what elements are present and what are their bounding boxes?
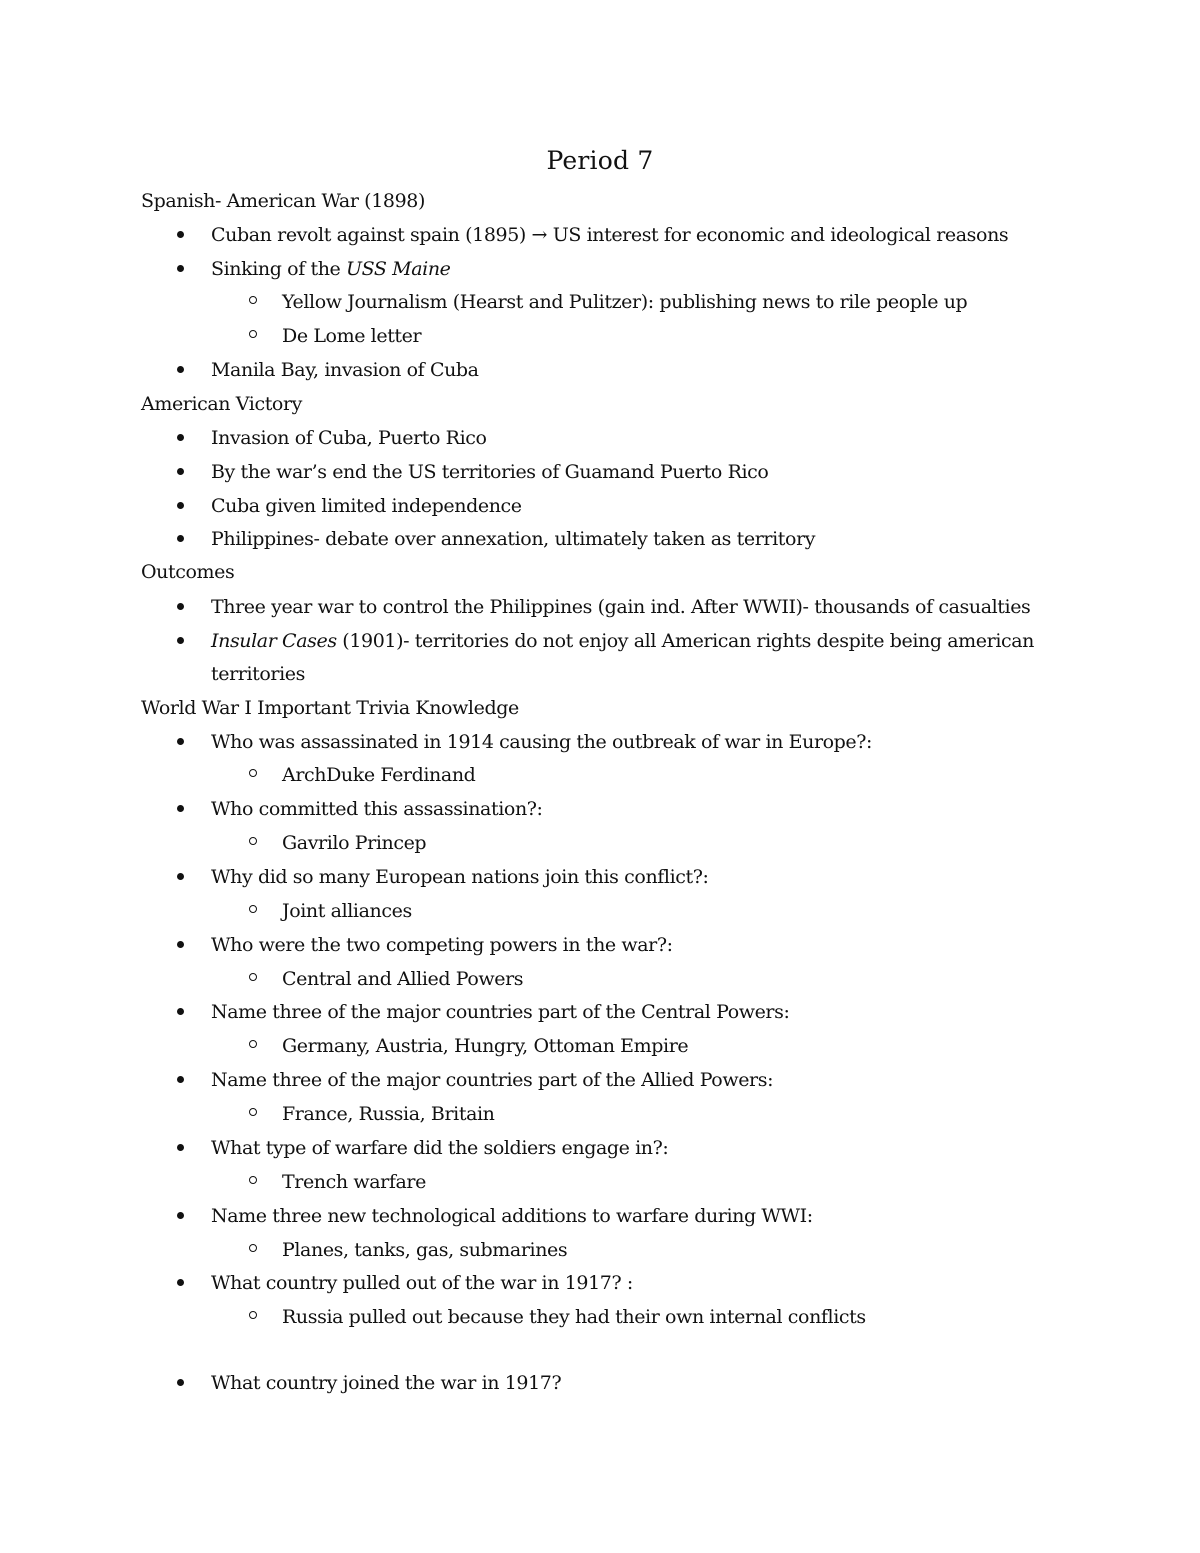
- sub-bullet-icon: [249, 1311, 257, 1319]
- list-item: Who committed this assassination?:: [211, 798, 543, 820]
- list-item: Philippines- debate over annexation, ultimately taken as territory: [211, 528, 816, 550]
- sub-bullet-icon: [249, 330, 257, 338]
- list-item: Cuba given limited independence: [211, 495, 522, 517]
- list-item: Russia pulled out because they had their own internal conflicts: [282, 1306, 866, 1328]
- list-item: Name three of the major countries part of the Allied Powers:: [211, 1069, 774, 1091]
- list-item: France, Russia, Britain: [282, 1103, 495, 1125]
- list-item: Trench warfare: [282, 1171, 426, 1193]
- list-item: Name three of the major countries part of the Central Powers:: [211, 1001, 790, 1023]
- sub-bullet-icon: [249, 905, 257, 913]
- list-item: What country joined the war in 1917?: [211, 1372, 562, 1394]
- list-item: Cuban revolt against spain (1895) → US interest for economic and ideological reasons: [211, 224, 1009, 246]
- list-item: Germany, Austria, Hungry, Ottoman Empire: [282, 1035, 689, 1057]
- list-item-text: (1901)- territories do not enjoy all American rights despite being american: [336, 630, 1034, 652]
- list-item: Who was assassinated in 1914 causing the outbreak of war in Europe?:: [211, 731, 873, 753]
- sub-bullet-icon: [249, 769, 257, 777]
- sub-bullet-icon: [249, 1040, 257, 1048]
- list-item: Three year war to control the Philippines (gain ind. After WWII)- thousands of casualties: [211, 596, 1031, 618]
- list-item: Yellow Journalism (Hearst and Pulitzer): publishing news to rile people up: [282, 291, 968, 313]
- sub-bullet-icon: [249, 1244, 257, 1252]
- list-item: Manila Bay, invasion of Cuba: [211, 359, 479, 381]
- bullet-icon: [177, 1144, 184, 1151]
- bullet-icon: [177, 805, 184, 812]
- bullet-icon: [177, 603, 184, 610]
- list-item: Who were the two competing powers in the war?:: [211, 934, 673, 956]
- list-item: Gavrilo Princep: [282, 832, 427, 854]
- ship-name: USS Maine: [346, 258, 451, 280]
- bullet-icon: [177, 434, 184, 441]
- list-item: What country pulled out of the war in 1917? :: [211, 1272, 633, 1294]
- list-item: Why did so many European nations join this conflict?:: [211, 866, 709, 888]
- list-item: ArchDuke Ferdinand: [282, 764, 476, 786]
- sub-bullet-icon: [249, 837, 257, 845]
- bullet-icon: [177, 265, 184, 272]
- list-item: [211, 256, 451, 282]
- bullet-icon: [177, 1008, 184, 1015]
- bullet-icon: [177, 502, 184, 509]
- bullet-icon: [177, 873, 184, 880]
- sub-bullet-icon: [249, 973, 257, 981]
- list-item: Name three new technological additions to warfare during WWI:: [211, 1205, 813, 1227]
- case-name: Insular Cases: [211, 630, 337, 652]
- bullet-icon: [177, 1076, 184, 1083]
- bullet-icon: [177, 535, 184, 542]
- section-heading: World War I Important Trivia Knowledge: [141, 697, 519, 719]
- list-item: [211, 628, 1034, 654]
- section-heading: Spanish- American War (1898): [141, 190, 425, 212]
- list-item: By the war’s end the US territories of Guamand Puerto Rico: [211, 461, 769, 483]
- bullet-icon: [177, 941, 184, 948]
- list-item: De Lome letter: [282, 325, 422, 347]
- section-heading: American Victory: [141, 393, 302, 415]
- list-item: Central and Allied Powers: [282, 968, 524, 990]
- page-title: Period 7: [546, 146, 654, 175]
- list-item: Planes, tanks, gas, submarines: [282, 1239, 568, 1261]
- bullet-icon: [177, 231, 184, 238]
- bullet-icon: [177, 366, 184, 373]
- list-item: Invasion of Cuba, Puerto Rico: [211, 427, 487, 449]
- sub-bullet-icon: [249, 296, 257, 304]
- list-item: Joint alliances: [282, 900, 412, 922]
- section-heading: Outcomes: [141, 561, 235, 583]
- sub-bullet-icon: [249, 1176, 257, 1184]
- bullet-icon: [177, 738, 184, 745]
- list-item-continuation: territories: [211, 663, 305, 685]
- bullet-icon: [177, 468, 184, 475]
- list-item: What type of warfare did the soldiers engage in?:: [211, 1137, 669, 1159]
- bullet-icon: [177, 1379, 184, 1386]
- sub-bullet-icon: [249, 1108, 257, 1116]
- bullet-icon: [177, 1279, 184, 1286]
- bullet-icon: [177, 637, 184, 644]
- list-item-text: Sinking of the: [211, 258, 347, 280]
- bullet-icon: [177, 1212, 184, 1219]
